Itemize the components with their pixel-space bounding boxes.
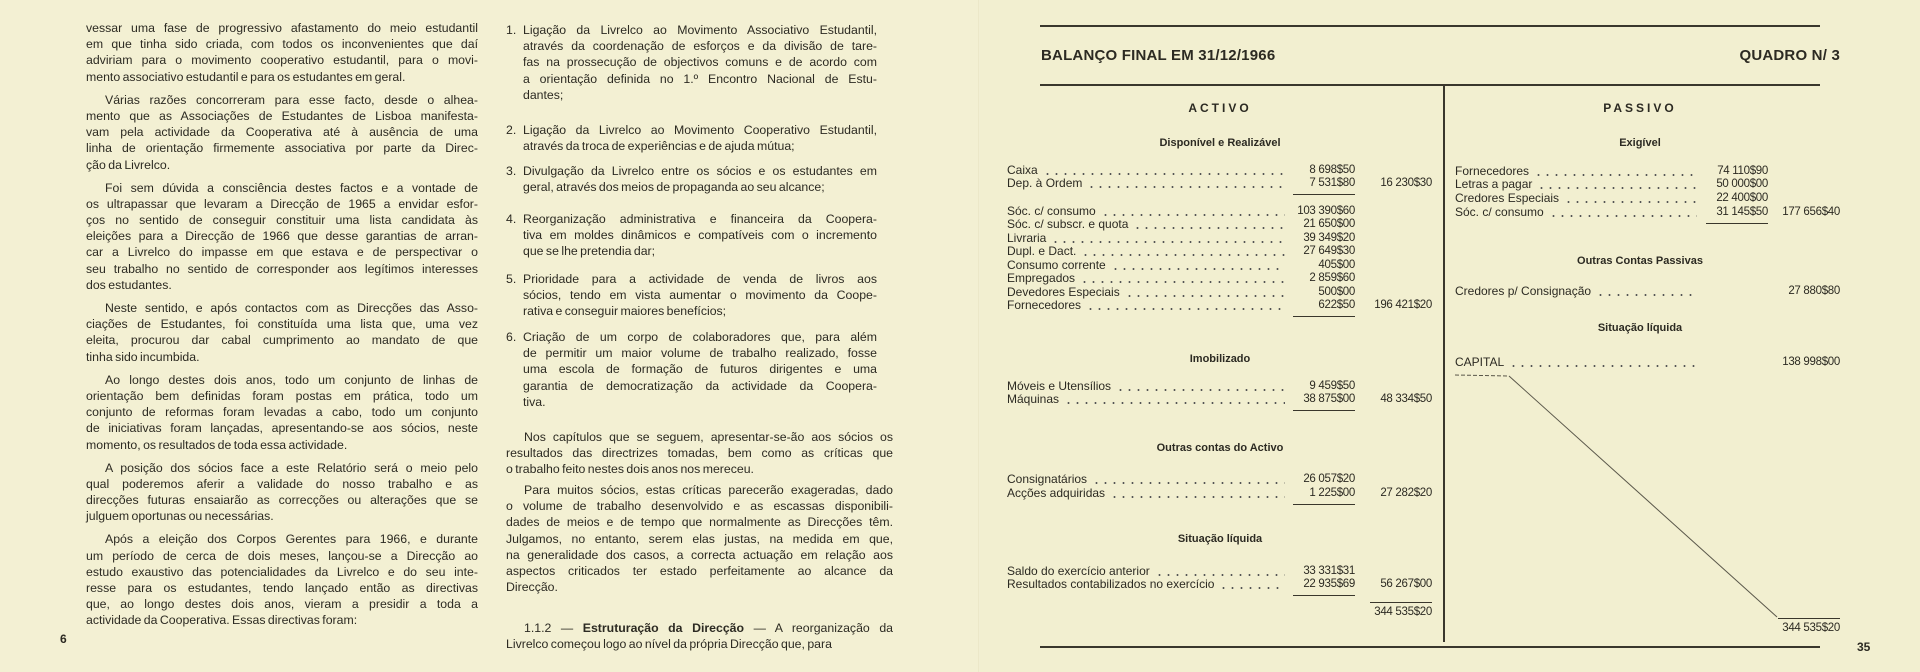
row-value: 33 331$31: [1303, 565, 1355, 577]
list-number: 3.: [506, 164, 517, 178]
row-label: Resultados contabilizados no exercício: [1007, 577, 1215, 591]
text-line: tinha sido incumbida.: [86, 349, 200, 364]
text-line: de iniciativas foram lançadas, apresentando-se aos sócios, neste: [86, 421, 478, 436]
group-heading: Imobilizado: [1189, 353, 1251, 365]
group-heading: Outras Contas Passivas: [1577, 255, 1703, 267]
text-line: julguem oportunas ou necessárias.: [86, 509, 274, 524]
text-line: Ligação da Livrelco ao Movimento Associativo Estudantil,: [523, 23, 877, 37]
text-line: Julgamos, no entanto, serem elas justas, na medida em que,: [506, 531, 893, 546]
section-heading: Estruturação da Direcção: [582, 621, 745, 635]
paragraph: [506, 482, 893, 595]
row-label: Devedores Especiais: [1007, 285, 1120, 299]
text-line: actividade da Cooperativa. Essas directivas foram:: [86, 613, 358, 628]
group-heading: Situação líquida: [1597, 322, 1683, 334]
paragraph: [86, 20, 478, 85]
row-subtotal: 48 334$50: [1380, 393, 1432, 405]
list-item-text: [523, 329, 877, 410]
text-line: tiva.: [523, 394, 546, 409]
text-line: estudo exaustivo das potencialidades da Livrelco e do seu inte-: [86, 564, 478, 579]
text-line: Ao longo destes dois anos, todo um conjunto de linhas de: [105, 372, 478, 387]
text-line: mento que as Associações de Estudantes de Lisboa manifesta-: [86, 108, 478, 123]
text-line: que, ao longo destes dois anos, vieram a presidir a toda a: [86, 597, 478, 612]
section-number: 1.1.2 —: [524, 621, 583, 635]
paragraph: [86, 372, 478, 453]
text-line: Prioridade para a actividade de venda de livros aos: [523, 272, 877, 286]
list-number: 6.: [506, 330, 517, 344]
row-value: 22 935$69: [1303, 578, 1355, 590]
text-line: uma escola de formação de futuros dirigentes e uma: [523, 362, 877, 377]
page-number-right: 35: [1857, 640, 1871, 654]
list-number: 1.: [506, 23, 517, 37]
list-item-text: [523, 22, 877, 103]
row-label: Livraria: [1007, 231, 1047, 245]
row-value: 1 225$00: [1309, 487, 1355, 499]
text-line: Foi sem dúvida a consciência destes factos e a vontade de: [105, 180, 478, 195]
row-value: 27 649$30: [1303, 245, 1355, 257]
cancel-diagonal-line: [980, 0, 1920, 672]
text-line: [506, 620, 893, 636]
paragraph: [86, 300, 478, 365]
row-value: 50 000$00: [1716, 178, 1768, 190]
text-column-1: [86, 20, 478, 636]
row-label: Móveis e Utensílios: [1007, 379, 1112, 393]
grand-total: 344 535$20: [1782, 622, 1840, 634]
paragraph: [506, 429, 893, 478]
row-label: Sóc. c/ subscr. e quota: [1007, 217, 1129, 231]
list-item-text: [523, 211, 877, 260]
text-line: Reorganização administrativa e financeira da Coopera-: [523, 212, 877, 226]
text-line: eleita, procurou dar cabal cumprimento ao mandato de que: [86, 333, 478, 348]
text-line: de permitir um maior volume de trabalho realizado, fosse: [523, 346, 877, 361]
row-label: Dep. à Ordem: [1007, 176, 1083, 190]
row-label: Letras a pagar: [1455, 177, 1533, 191]
text-line: resultados das directrizes tomadas, bem como as críticas que: [506, 446, 893, 461]
row-label: Acções adquiridas: [1007, 486, 1106, 500]
list-number: 5.: [506, 272, 517, 286]
row-label: Máquinas: [1007, 392, 1060, 406]
row-value: 31 145$50: [1716, 206, 1768, 218]
activo-heading: ACTIVO: [1188, 101, 1252, 115]
text-line: ciações de Estudantes, foi constituída uma lista que, uma vez: [86, 317, 478, 332]
text-line: fas na prossecução de objectivos comuns e de acordo com: [523, 55, 877, 70]
row-subtotal: 177 656$40: [1782, 206, 1840, 218]
row-subtotal: 27 282$20: [1380, 487, 1432, 499]
row-value: 8 698$50: [1309, 164, 1355, 176]
page-number-left: 6: [60, 632, 67, 646]
passivo-heading: PASSIVO: [1603, 101, 1677, 115]
group-heading: Outras contas do Activo: [1156, 442, 1284, 454]
row-label: Caixa: [1007, 163, 1038, 177]
text-line: a orientação definida no 1.º Encontro Nacional de Estu-: [523, 71, 877, 86]
paragraph: [86, 92, 478, 173]
row-value: 22 400$00: [1716, 192, 1768, 204]
row-label: CAPITAL: [1455, 355, 1505, 369]
row-label: Fornecedores: [1455, 164, 1530, 178]
group-heading: Situação líquida: [1177, 533, 1263, 545]
text-line: o trabalho feito nestes dois anos nos mereceu.: [506, 462, 754, 477]
row-subtotal: 27 880$80: [1788, 285, 1840, 297]
text-line: A posição dos sócios face a este Relatório será o meio pelo: [105, 460, 478, 475]
list-item-text: [523, 271, 877, 320]
row-subtotal: 16 230$30: [1380, 177, 1432, 189]
row-label: Sóc. c/ consumo: [1007, 204, 1096, 218]
text-line: ção da Livrelco.: [86, 157, 171, 172]
text-line: Nos capítulos que se seguem, apresentar-se-ão aos sócios os: [524, 430, 893, 444]
text-line: vam pela actividade da Cooperativa até à ausência de uma: [86, 125, 478, 140]
row-value: 38 875$00: [1303, 393, 1355, 405]
paragraph: [86, 460, 478, 525]
text-line: tiva em moldes dinâmicos e compatíveis com o incremento: [523, 228, 877, 243]
text-line: orientação bem definidas foram postas em prática, todo um: [86, 388, 478, 403]
row-value: 39 349$20: [1303, 232, 1355, 244]
text-line: aspectos criticados ter estado perfeitamente ao alcance da: [506, 563, 893, 578]
row-subtotal: 56 267$00: [1380, 578, 1432, 590]
text-line: resse para os estudantes, tendo lançado então as directivas: [86, 581, 478, 595]
list-item-text: [523, 163, 877, 195]
list-number: 4.: [506, 212, 517, 226]
text-line: Após a eleição dos Corpos Gerentes para 1966, e durante: [105, 532, 478, 547]
group-heading: Exigível: [1619, 137, 1661, 149]
text-line: através da troca de experiências e de ajuda mútua;: [523, 139, 795, 154]
row-value: 2 859$60: [1309, 272, 1355, 284]
row-label: Saldo do exercício anterior: [1007, 564, 1150, 578]
text-line: qual poderemos aferir a validade do nosso trabalho e as: [86, 476, 478, 491]
text-line: na generalidade dos casos, a correcta actuação em relação aos: [506, 547, 893, 562]
grand-total: 344 535$20: [1374, 606, 1432, 618]
text-line: momento, os resultados de toda essa actividade.: [86, 437, 348, 452]
section-paragraph: [506, 620, 893, 652]
text-line: car a Livrelco do impasse em que estava e de perspectivar o: [86, 245, 478, 260]
row-value: 500$00: [1318, 286, 1355, 298]
text-line: um período de cerca de dois meses, lançou-se a Direcção ao: [86, 548, 478, 563]
row-label: Dupl. e Dact.: [1007, 244, 1077, 258]
text-line: que se lhe pretendia dar;: [523, 244, 656, 259]
row-label: Credores Especiais: [1455, 191, 1560, 205]
table-label: QUADRO N/ 3: [1739, 47, 1840, 64]
text-line: sócios, tendo em vista aumentar o movimento da Coope-: [523, 288, 877, 303]
row-value: 74 110$90: [1717, 165, 1768, 177]
text-line: Neste sentido, e após contactos com as Direcções das Asso-: [105, 301, 478, 315]
row-label: Sóc. c/ consumo: [1455, 205, 1544, 219]
text-line: adviriam para o movimento cooperativo estudantil, para o movi-: [86, 53, 478, 68]
text-column-2: [506, 20, 893, 660]
row-value: 9 459$50: [1309, 380, 1355, 392]
text-line: em que tinha sido criada, com todos os inconvenientes que daí: [86, 37, 478, 52]
row-value: 405$00: [1318, 259, 1355, 271]
text-line: linha de orientação firmemente associativa por parte da Direc-: [86, 141, 478, 156]
row-value: 103 390$60: [1297, 205, 1355, 217]
paragraph: [86, 180, 478, 293]
row-subtotal: 196 421$20: [1374, 299, 1432, 311]
text-line: eleições para a Direcção de 1966 que desse garantias de arran-: [86, 229, 478, 244]
text-line: seu trabalho no sentido de corresponder aos legítimos interesses: [86, 261, 478, 276]
row-label: Fornecedores: [1007, 298, 1082, 312]
group-heading: Disponível e Realizável: [1159, 137, 1281, 149]
list-number: 2.: [506, 123, 517, 137]
text-line: ços no sentido de conseguir constituir uma lista candidata às: [86, 213, 478, 228]
row-value: 21 650$00: [1303, 218, 1355, 230]
text-line: os ultrapassar que levaram a Direcção de 1965 a envidar esfor-: [86, 196, 478, 211]
section-text: — A reorganização da: [744, 621, 893, 635]
row-value: 7 531$80: [1309, 177, 1355, 189]
text-line: Livrelco começou logo ao nível da própria Direcção que, para: [506, 637, 832, 652]
text-line: Ligação da Livrelco ao Movimento Cooperativo Estudantil,: [523, 123, 877, 137]
balance-title: BALANÇO FINAL EM 31/12/1966: [1041, 47, 1276, 64]
row-label: Credores p/ Consignação: [1455, 284, 1592, 298]
row-label: Empregados: [1007, 271, 1076, 285]
text-line: Direcção.: [506, 580, 558, 595]
text-line: garantia de democratização da actividade da Coopera-: [523, 378, 877, 393]
text-line: Várias razões concorreram para esse facto, desde o alhea-: [105, 92, 478, 107]
text-line: vessar uma fase de progressivo afastamento do meio estudantil: [86, 21, 478, 35]
text-line: Criação de um corpo de colaboradores que, para além: [523, 330, 877, 344]
text-line: dades de meios e de tempo que normalmente as Direcções têm.: [506, 515, 893, 530]
text-line: dos estudantes.: [86, 277, 172, 292]
row-label: Consignatários: [1007, 472, 1088, 486]
list-item-text: [523, 122, 877, 154]
text-line: mento associativo estudantil e para os estudantes em geral.: [86, 69, 406, 84]
paragraph: [86, 531, 478, 628]
row-value: 622$50: [1318, 299, 1355, 311]
row-subtotal: 138 998$00: [1782, 356, 1840, 368]
text-line: conjunto de reformas foram levadas a cabo, todo um conjunto: [86, 405, 478, 420]
text-line: Para muitos sócios, estas críticas parecerão exageradas, dado: [524, 483, 893, 497]
row-value: 26 057$20: [1303, 473, 1355, 485]
text-line: o volume de trabalho desenvolvido e as escassas disponibili-: [506, 499, 893, 514]
text-line: rativa e conseguir maiores benefícios;: [523, 304, 727, 319]
text-line: dantes;: [523, 87, 564, 102]
text-line: direcções futuras ensaiarão as correcções ou alterações que se: [86, 493, 478, 508]
text-line: Divulgação da Livrelco entre os sócios e os estudantes em: [523, 164, 877, 178]
right-page: [980, 0, 1920, 672]
text-line: geral, através dos meios de propaganda ao seu alcance;: [523, 180, 825, 195]
text-line: através da coordenação de esforços e da divisão de tare-: [523, 39, 877, 54]
row-label: Consumo corrente: [1007, 258, 1106, 272]
